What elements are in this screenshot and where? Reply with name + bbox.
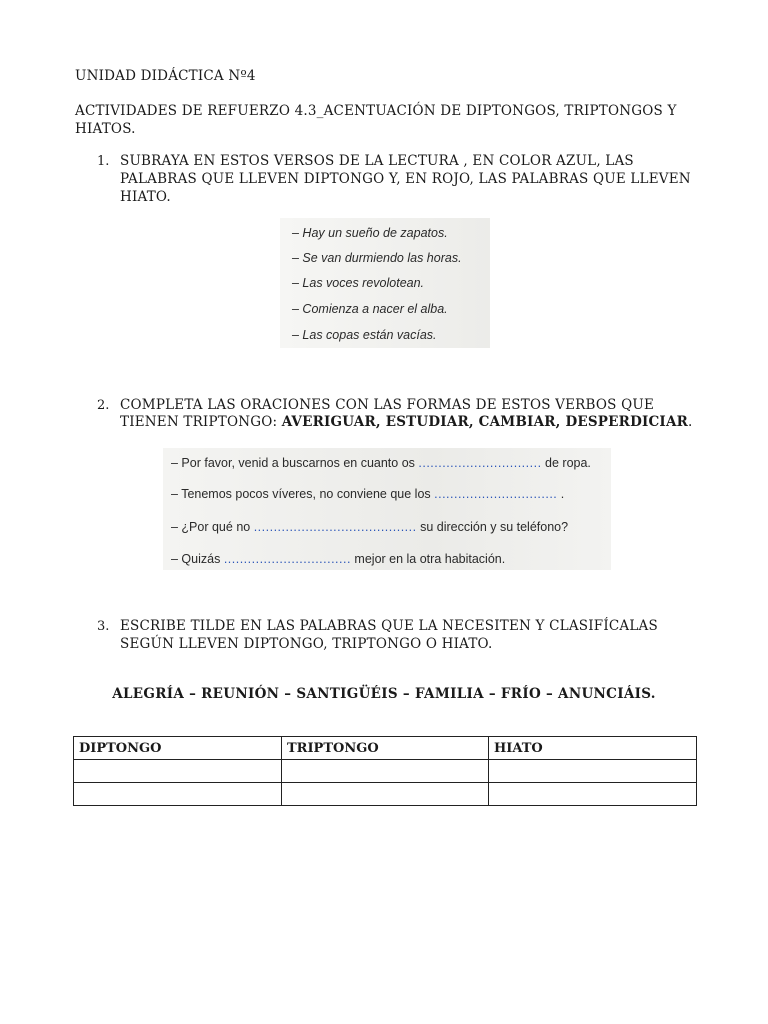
sentence-text: – ¿Por qué no xyxy=(171,520,254,534)
verses-scan xyxy=(280,218,490,348)
sentence-line xyxy=(171,552,505,566)
exercise-2-number: 2. xyxy=(97,398,110,413)
table-cell[interactable] xyxy=(282,760,489,783)
table-header-row xyxy=(74,737,697,760)
table-cell[interactable] xyxy=(489,783,697,806)
exercise-1-line3: HIATO. xyxy=(120,189,171,205)
table-row xyxy=(74,783,697,806)
exercise-1-number: 1. xyxy=(97,154,110,169)
column-header-hiato: HIATO xyxy=(489,737,697,760)
column-header-triptongo: TRIPTONGO xyxy=(282,737,489,760)
blank-dots: ......................................... xyxy=(253,520,417,534)
activity-title-line1: ACTIVIDADES DE REFUERZO 4.3_ACENTUACIÓN DE DIPTONGOS, TRIPTONGOS Y xyxy=(75,103,677,119)
exercise-3-line1: ESCRIBE TILDE EN LAS PALABRAS QUE LA NECESITEN Y CLASIFÍCALAS xyxy=(120,618,658,634)
exercise-2-verbs: AVERIGUAR, ESTUDIAR, CAMBIAR, DESPERDICIAR xyxy=(281,414,689,430)
verse-line: – Las voces revolotean. xyxy=(292,276,425,290)
exercise-3-line2: SEGÚN LLEVEN DIPTONGO, TRIPTONGO O HIATO. xyxy=(120,636,493,652)
sentence-text: – Por favor, venid a buscarnos en cuanto os xyxy=(171,456,419,470)
verse-line: – Se van durmiendo las horas. xyxy=(292,251,462,265)
sentence-line xyxy=(171,487,564,501)
sentence-text: de ropa. xyxy=(541,456,591,470)
activity-title-line2: HIATOS. xyxy=(75,121,136,137)
exercise-2-suffix: . xyxy=(688,414,693,430)
classification-table xyxy=(73,736,697,806)
sentences-scan xyxy=(163,448,611,570)
table-cell[interactable] xyxy=(74,783,282,806)
table-row xyxy=(74,760,697,783)
sentence-line xyxy=(171,520,568,534)
verse-line: – Comienza a nacer el alba. xyxy=(292,302,448,316)
blank-dots: ................................ xyxy=(223,552,351,566)
sentence-line xyxy=(171,456,591,470)
sentence-text: mejor en la otra habitación. xyxy=(350,552,506,566)
exercise-2-prefix: TIENEN TRIPTONGO: xyxy=(120,414,282,430)
verse-line: – Hay un sueño de zapatos. xyxy=(292,226,448,240)
unit-title: UNIDAD DIDÁCTICA Nº4 xyxy=(75,68,256,84)
word-list: ALEGRÍA – REUNIÓN – SANTIGÜÉIS – FAMILIA – FRÍO – ANUNCIÁIS. xyxy=(112,686,656,702)
exercise-2-line1: COMPLETA LAS ORACIONES CON LAS FORMAS DE ESTOS VERBOS QUE xyxy=(120,397,654,413)
table-cell[interactable] xyxy=(74,760,282,783)
table-cell[interactable] xyxy=(489,760,697,783)
exercise-2-line2 xyxy=(120,414,693,432)
exercise-3-number: 3. xyxy=(97,619,110,634)
exercise-1-line2: PALABRAS QUE LLEVEN DIPTONGO Y, EN ROJO, LAS PALABRAS QUE LLEVEN xyxy=(120,171,691,187)
verse-line: – Las copas están vacías. xyxy=(292,328,437,342)
blank-dots: ............................... xyxy=(418,456,542,470)
sentence-text: – Quizás xyxy=(171,552,224,566)
sentence-text: – Tenemos pocos víveres, no conviene que los xyxy=(171,487,435,501)
table-cell[interactable] xyxy=(282,783,489,806)
blank-dots: ............................... xyxy=(434,487,558,501)
sentence-text: su dirección y su teléfono? xyxy=(416,520,569,534)
sentence-text: . xyxy=(557,487,565,501)
column-header-diptongo: DIPTONGO xyxy=(74,737,282,760)
exercise-1-line1: SUBRAYA EN ESTOS VERSOS DE LA LECTURA , EN COLOR AZUL, LAS xyxy=(120,153,634,169)
